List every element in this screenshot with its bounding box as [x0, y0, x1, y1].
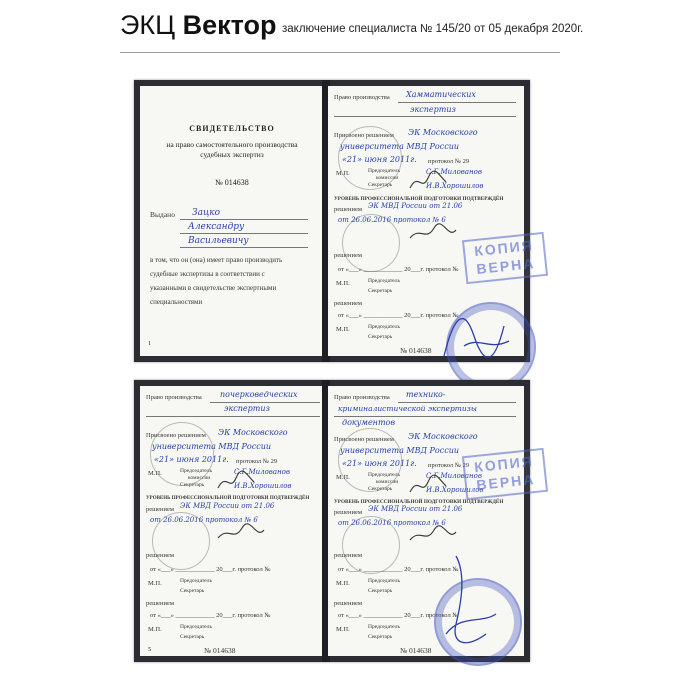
certificate-body-line-2: судебные экспертизы в соответствии с	[150, 270, 265, 278]
certificate-number: № 014638	[215, 178, 249, 187]
organization-handwritten-2: университета МВД России	[152, 442, 272, 451]
signature-chair	[408, 170, 448, 192]
signature-chair	[408, 474, 448, 496]
certificate-number-back: № 014638	[204, 646, 236, 655]
decision-short-label-2: решением	[146, 552, 174, 559]
secretary-name-handwritten: И.В.Хорошилов	[426, 486, 484, 494]
qualification-level-label: УРОВЕНЬ ПРОФЕССИОНАЛЬНОЙ ПОДГОТОВКИ ПОДТВЕРЖДЁН	[334, 499, 504, 505]
secretary-label-2: Секретарь	[180, 588, 205, 594]
seal-stamp	[150, 422, 214, 486]
right-label: Право производства	[334, 394, 390, 401]
name-line-3	[180, 247, 308, 248]
signature-overlay	[426, 554, 506, 654]
chair-label-2: Председатель	[180, 578, 212, 584]
certificate-number-back: № 014638	[400, 346, 432, 355]
decision-short-label: решением	[334, 509, 362, 516]
seal-stamp	[338, 428, 402, 492]
copy-stamp-line-2: ВЕРНА	[475, 470, 537, 493]
secretary-label-3: Секретарь	[368, 334, 393, 340]
mp-label-2: М.П.	[336, 580, 350, 587]
document-subtitle: заключение специалиста № 145/20 от 05 декабря 2020г.	[282, 23, 584, 35]
level-handwritten-2: от 26.06.2016 протокол № 6	[150, 516, 258, 524]
copy-stamp-line-2: ВЕРНА	[475, 254, 537, 277]
specialty-handwritten-2: экспертиз	[224, 404, 270, 413]
signature-level	[408, 222, 458, 246]
secretary-label: Секретарь	[368, 486, 393, 492]
blank-date-2: от «___» ____________ 20___г. протокол №	[338, 612, 459, 619]
chair-label: Председатель	[368, 168, 400, 174]
chair-label-3: Председатель	[368, 624, 400, 630]
specialty-handwritten-2: криминалистической экспертизы	[338, 404, 477, 413]
blank-date-2: от «___» ____________ 20___г. протокол №	[150, 612, 271, 619]
holder-name: Александру	[188, 222, 245, 232]
decision-short-label-2: решением	[334, 252, 362, 259]
organization-handwritten-1: ЭК Московского	[218, 428, 288, 437]
brand-prefix: ЭКЦ	[120, 10, 176, 40]
chair-name-handwritten: С.Г.Милованов	[426, 472, 482, 480]
decision-label: Присвоено решением	[146, 432, 206, 439]
seal-stamp	[342, 516, 400, 574]
commission-label: комиссии	[188, 475, 211, 481]
level-handwritten-1: ЭК МВД России от 21.06	[368, 505, 463, 513]
blank-date-1: от «___» ____________ 20___г. протокол №	[338, 566, 459, 573]
seal-stamp	[342, 214, 400, 272]
protocol-number: протокол № 29	[236, 458, 278, 465]
blank-date-1: от «___» ____________ 20___г. протокол №	[338, 266, 459, 273]
decision-short-label-2: решением	[334, 552, 362, 559]
specialty-line-1	[398, 402, 516, 403]
copy-true-stamp	[462, 232, 548, 284]
specialty-handwritten-3: документов	[342, 418, 395, 427]
secretary-name-handwritten: И.В.Хорошилов	[426, 182, 484, 190]
certificate-booklet-1	[134, 80, 537, 362]
brand-name: Вектор	[182, 10, 277, 40]
header-divider	[120, 52, 560, 53]
decision-label: Присвоено решением	[334, 436, 394, 443]
specialty-line-2	[146, 416, 320, 417]
organization-handwritten-2: университета МВД России	[340, 142, 460, 151]
decision-date-handwritten: «21» июня 2011г.	[342, 459, 417, 468]
certificate-description-line-2: судебных экспертиз	[200, 150, 264, 159]
certificate-title: СВИДЕТЕЛЬСТВО	[189, 124, 275, 133]
page-number: 1	[148, 340, 152, 347]
chair-name-handwritten: С.Г.Милованов	[426, 168, 482, 176]
decision-short-label: решением	[334, 206, 362, 213]
specialty-line-1	[210, 402, 320, 403]
commission-label: комиссии	[376, 479, 399, 485]
specialty-handwritten-1: Хамматических	[406, 90, 476, 99]
mp-label-2: М.П.	[336, 280, 350, 287]
page-number: 5	[148, 646, 152, 653]
secretary-label: Секретарь	[180, 482, 205, 488]
decision-short-label-3: решением	[146, 600, 174, 607]
mp-label-3: М.П.	[336, 626, 350, 633]
decision-short-label-3: решением	[334, 600, 362, 607]
certificate-1-left-page	[140, 86, 324, 356]
chair-label: Председатель	[368, 472, 400, 478]
certificate-2-left-page	[140, 386, 324, 656]
organization-handwritten-2: университета МВД России	[340, 446, 460, 455]
right-label: Право производства	[146, 394, 202, 401]
protocol-number: протокол № 29	[428, 462, 470, 469]
signature-overlay	[434, 306, 514, 366]
secretary-label-2: Секретарь	[368, 588, 393, 594]
protocol-number: протокол № 29	[428, 158, 470, 165]
signature-level	[408, 524, 458, 548]
signature-level	[216, 522, 266, 546]
seal-stamp	[152, 512, 210, 570]
level-handwritten-1: ЭК МВД России от 21.06	[368, 202, 463, 210]
secretary-label: Секретарь	[368, 182, 393, 188]
copy-stamp-line-1: КОПИЯ	[473, 452, 535, 476]
chair-label-2: Председатель	[368, 278, 400, 284]
blank-date-1: от «___» ____________ 20___г. протокол №	[150, 566, 271, 573]
qualification-level-label: УРОВЕНЬ ПРОФЕССИОНАЛЬНОЙ ПОДГОТОВКИ ПОДТВЕРЖДЁН	[334, 196, 504, 202]
decision-date-handwritten: «21» июня 2011г.	[154, 455, 229, 464]
mp-label: М.П.	[148, 470, 162, 477]
level-handwritten-2: от 26.06.2016 протокол № 6	[338, 519, 446, 527]
mp-label-2: М.П.	[148, 580, 162, 587]
name-line-1	[180, 219, 308, 220]
holder-surname: Зацко	[192, 208, 221, 218]
secretary-label-3: Секретарь	[368, 634, 393, 640]
level-handwritten-2: от 26.06.2016 протокол № 6	[338, 216, 446, 224]
secretary-label-2: Секретарь	[368, 288, 393, 294]
chair-label-3: Председатель	[368, 324, 400, 330]
document-header	[120, 8, 584, 50]
chair-label-2: Председатель	[368, 578, 400, 584]
organization-handwritten-1: ЭК Московского	[408, 128, 478, 137]
secretary-label-3: Секретарь	[180, 634, 205, 640]
specialty-line-2	[334, 116, 516, 117]
certificate-description-line-1: на право самостоятельного производства	[166, 140, 298, 149]
certificate-body-line-1: в том, что он (она) имеет право производить	[150, 256, 283, 264]
mp-label: М.П.	[336, 474, 350, 481]
organization-handwritten-1: ЭК Московского	[408, 432, 478, 441]
name-line-2	[180, 233, 308, 234]
decision-short-label: решением	[146, 506, 174, 513]
certificate-body-line-4: специальностями	[150, 298, 203, 306]
mp-label-3: М.П.	[336, 326, 350, 333]
certificate-number-back: № 014638	[400, 646, 432, 655]
seal-stamp	[338, 126, 402, 190]
specialty-handwritten-1: технико-	[406, 390, 446, 399]
copy-true-stamp	[462, 448, 548, 500]
holder-patronymic: Васильевичу	[188, 236, 249, 246]
level-handwritten-1: ЭК МВД России от 21.06	[180, 502, 275, 510]
brand-logo	[120, 10, 277, 41]
specialty-line-1	[398, 102, 516, 103]
decision-date-handwritten: «21» июня 2011г.	[342, 155, 417, 164]
mp-label: М.П.	[336, 170, 350, 177]
mp-label-3: М.П.	[148, 626, 162, 633]
certificate-booklet-2	[134, 380, 537, 662]
specialty-line-2	[334, 416, 516, 417]
issued-label: Выдано	[150, 210, 175, 219]
secretary-name-handwritten: И.В.Хорошилов	[234, 482, 292, 490]
blank-date-2: от «___» ____________ 20___г. протокол №	[338, 312, 459, 319]
qualification-level-label: УРОВЕНЬ ПРОФЕССИОНАЛЬНОЙ ПОДГОТОВКИ ПОДТВЕРЖДЁН	[146, 496, 310, 501]
specialty-handwritten-1: почерковедческих	[220, 390, 298, 399]
certificate-body-line-3: указанными в свидетельстве экспертными	[150, 284, 277, 292]
chair-label: Председатель	[180, 468, 212, 474]
right-label: Право производства	[334, 94, 390, 101]
decision-label: Присвоено решением	[334, 132, 394, 139]
chair-name-handwritten: С.Г.Милованов	[234, 468, 290, 476]
specialty-handwritten-2: экспертиз	[410, 105, 456, 114]
signature-chair	[216, 470, 256, 492]
chair-label-3: Председатель	[180, 624, 212, 630]
copy-stamp-line-1: КОПИЯ	[473, 236, 535, 260]
commission-label: комиссии	[376, 175, 399, 181]
decision-short-label-3: решением	[334, 300, 362, 307]
